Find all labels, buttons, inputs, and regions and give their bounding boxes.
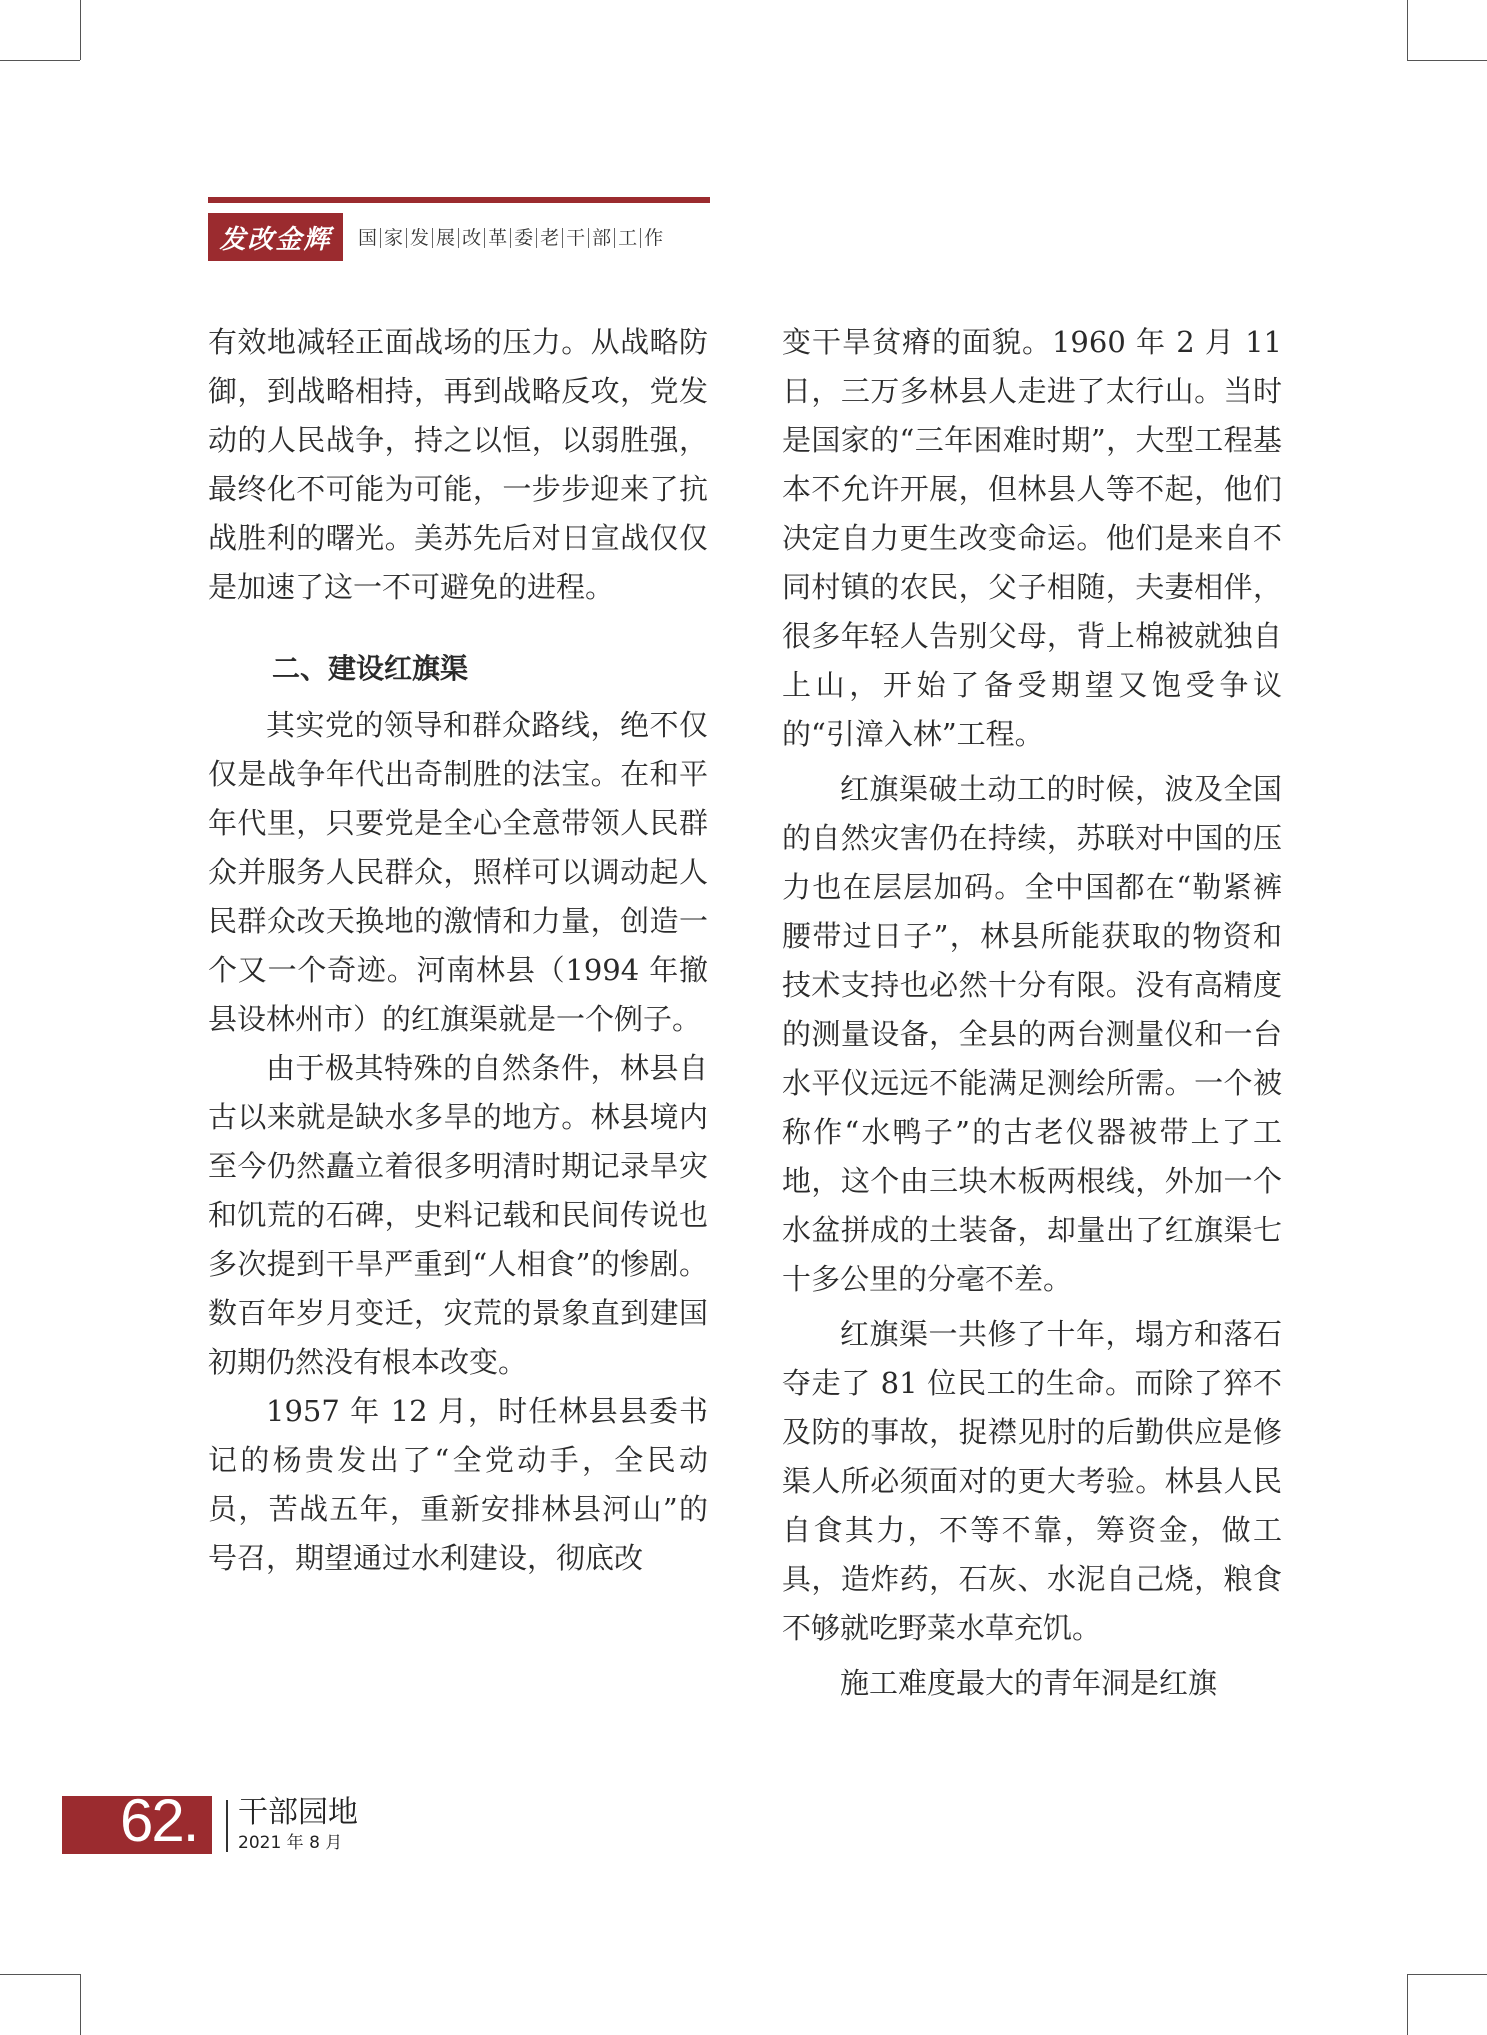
issue-date: 2021 年 8 月 [238,1833,343,1853]
paragraph: 红旗渠一共修了十年，塌方和落石夺走了 81 位民工的生命。而除了猝不及防的事故，捉襟见肘的后勤供应是修渠人所必须面对的更大考验。林县人民自食其力，不等不靠，筹资金，做工具，造炸药，石灰、水泥自己烧，粮食不够就吃野菜水草充饥。 [782,1317,1282,1645]
subtitle-char: 展 [433,228,459,248]
crop-mark [1407,1974,1487,1975]
subtitle-char: 干 [563,228,589,248]
section-heading: 二、建设红旗渠 [272,652,469,685]
section-subtitle [355,222,666,254]
subtitle-char: 工 [615,228,641,248]
page-number: 62. [120,1787,198,1854]
subtitle-char: 作 [644,227,664,249]
paragraph: 变干旱贫瘠的面貌。1960 年 2 月 11 日，三万多林县人走进了太行山。当时是国家的“三年困难时期”，大型工程基本不允许开展，但林县人等不起，他们决定自力更生改变命运。他们是来自不同村镇的农民，父子相随，夫妻相伴，很多年轻人告别父母，背上棉被就独自上山，开始了备受期望又饱受争议的“引漳入林”工程。 [782,325,1282,751]
subtitle-char: 部 [589,228,615,248]
crop-mark [80,0,81,60]
crop-mark [1407,60,1487,61]
crop-mark [0,1974,80,1975]
crop-mark [1407,1974,1408,2035]
section-badge: 发改金辉 [208,213,343,261]
subtitle-char: 革 [485,228,511,248]
paragraph: 1957 年 12 月，时任林县县委书记的杨贵发出了“全党动手，全民动员，苦战五年，重新安排林县河山”的号召，期望通过水利建设，彻底改 [208,1394,708,1575]
left-column [208,318,708,1583]
subtitle-char: 老 [537,228,563,248]
paragraph: 施工难度最大的青年洞是红旗 [840,1666,1218,1700]
footer-divider [226,1800,228,1852]
paragraph: 由于极其特殊的自然条件，林县自古以来就是缺水多旱的地方。林县境内至今仍然矗立着很多明清时期记录旱灾和饥荒的石碑，史料记载和民间传说也多次提到干旱严重到“人相食”的惨剧。数百年岁月变迁，灾荒的景象直到建国初期仍然没有根本改变。 [208,1051,708,1379]
subtitle-char: 改 [459,228,485,248]
paragraph: 红旗渠破土动工的时候，波及全国的自然灾害仍在持续，苏联对中国的压力也在层层加码。全中国都在“勒紧裤腰带过日子”，林县所能获取的物资和技术支持也必然十分有限。没有高精度的测量设备，全县的两台测量仪和一台水平仪远远不能满足测绘所需。一个被称作“水鸭子”的古老仪器被带上了工地，这个由三块木板两根线，外加一个水盆拼成的土装备，却量出了红旗渠七十多公里的分毫不差。 [782,772,1282,1296]
crop-mark [1407,0,1408,60]
magazine-title: 干部园地 [238,1795,358,1830]
subtitle-char: 发 [407,228,433,248]
crop-mark [0,60,80,61]
subtitle-char: 国 [355,228,381,248]
subtitle-char: 家 [381,228,407,248]
header-rule [208,197,710,203]
right-column [782,318,1282,1708]
paragraph: 有效地减轻正面战场的压力。从战略防御，到战略相持，再到战略反攻，党发动的人民战争，持之以恒，以弱胜强，最终化不可能为可能，一步步迎来了抗战胜利的曙光。美苏先后对日宣战仅仅是加速了这一不可避免的进程。 [208,325,708,604]
crop-mark [80,1974,81,2035]
paragraph: 其实党的领导和群众路线，绝不仅仅是战争年代出奇制胜的法宝。在和平年代里，只要党是全心全意带领人民群众并服务人民群众，照样可以调动起人民群众改天换地的激情和力量，创造一个又一个奇迹。河南林县（1994 年撤县设林州市）的红旗渠就是一个例子。 [208,708,708,1036]
subtitle-char: 委 [511,228,537,248]
